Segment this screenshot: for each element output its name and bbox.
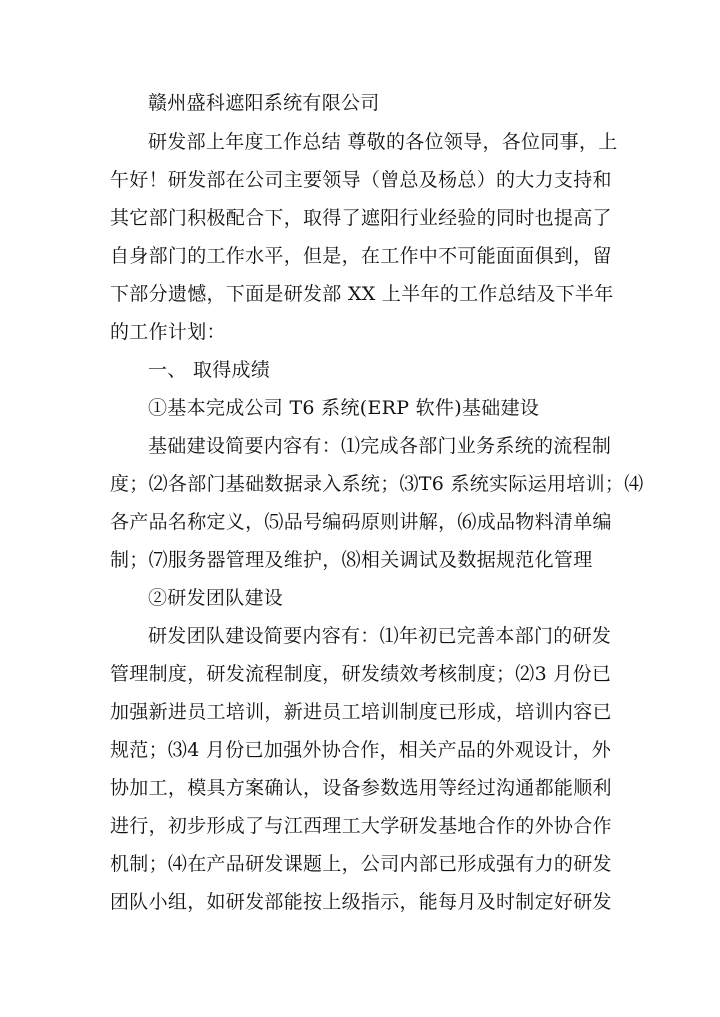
paragraph-line: 度；⑵各部门基础数据录入系统；⑶T6 系统实际运用培训；⑷	[110, 473, 644, 495]
paragraph-line: 管理制度，研发流程制度，研发绩效考核制度；⑵3 月份已	[110, 663, 612, 685]
paragraph-line: 研发部上年度工作总结 尊敬的各位领导，各位同事，上	[148, 131, 618, 153]
paragraph-line: 的工作计划：	[110, 321, 226, 343]
paragraph-line: 制；⑺服务器管理及维护，⑻相关调试及数据规范化管理	[110, 549, 593, 571]
paragraph-line: 自身部门的工作水平，但是，在工作中不可能面面俱到，留	[110, 245, 612, 267]
paragraph-line: 规范；⑶4 月份已加强外协合作，相关产品的外观设计，外	[110, 739, 612, 761]
subsection-heading: ②研发团队建设	[148, 587, 284, 609]
paragraph-line: 机制；⑷在产品研发课题上，公司内部已形成强有力的研发	[110, 853, 612, 875]
paragraph-line: 各产品名称定义，⑸品号编码原则讲解，⑹成品物料清单编	[110, 511, 612, 533]
paragraph-line: 午好！研发部在公司主要领导（曾总及杨总）的大力支持和	[110, 169, 612, 191]
paragraph-line: 协加工，模具方案确认，设备参数选用等经过沟通都能顺利	[110, 777, 612, 799]
paragraph-line: 研发团队建设简要内容有：⑴年初已完善本部门的研发	[148, 625, 612, 647]
paragraph-line: 加强新进员工培训，新进员工培训制度已形成，培训内容已	[110, 701, 612, 723]
section-heading: 一、 取得成绩	[148, 359, 271, 381]
paragraph-line: 团队小组，如研发部能按上级指示，能每月及时制定好研发	[110, 891, 612, 913]
paragraph-line: 基础建设简要内容有：⑴完成各部门业务系统的流程制	[148, 435, 612, 457]
paragraph-line: 下部分遗憾，下面是研发部 XX 上半年的工作总结及下半年	[110, 283, 614, 305]
company-name: 赣州盛科遮阳系统有限公司	[148, 92, 380, 114]
subsection-heading: ①基本完成公司 T6 系统(ERP 软件)基础建设	[148, 397, 540, 419]
paragraph-line: 其它部门积极配合下，取得了遮阳行业经验的同时也提高了	[110, 207, 612, 229]
paragraph-line: 进行，初步形成了与江西理工大学研发基地合作的外协合作	[110, 815, 612, 837]
